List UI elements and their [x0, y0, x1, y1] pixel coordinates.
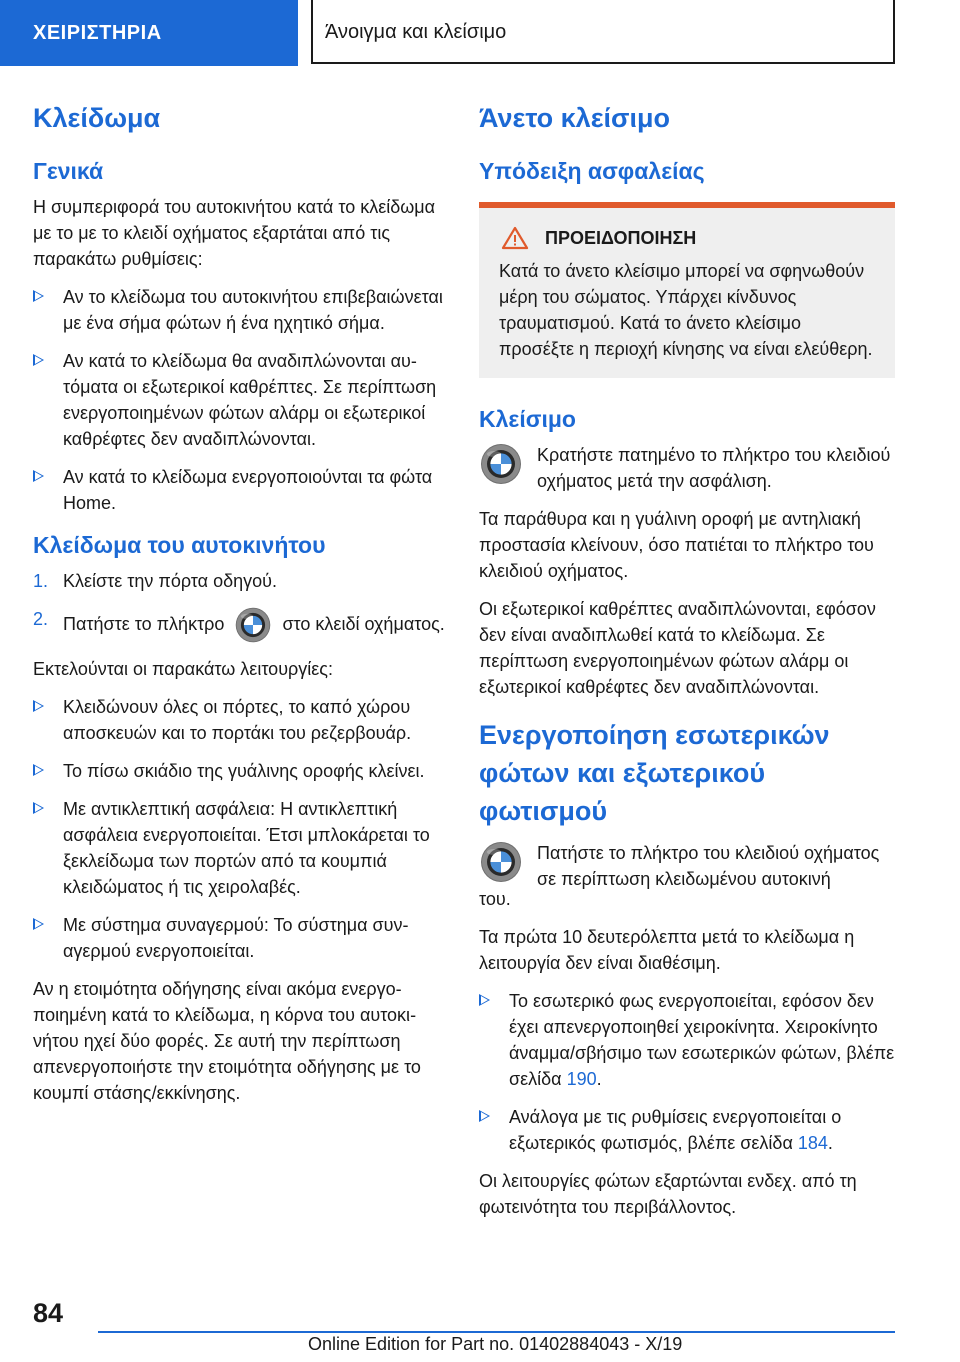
page-header: [0, 0, 960, 66]
page-link[interactable]: 190: [566, 1069, 597, 1089]
closing-heading: Κλείσιμο: [479, 406, 576, 432]
triangle-bullet-icon: [33, 700, 44, 712]
list-item: Αν το κλείδωμα του αυτοκινήτου επιβεβαιώνεται με ένα σήμα φώτων ή ένα ηχητικό σήμα.: [33, 284, 449, 336]
lights-key-instruction: Πατήστε το πλήκτρο του κλειδιού οχήματος σε περίπτωση κλειδωμένου αυτοκινή: [479, 840, 895, 892]
lights-title: Ενεργοποίηση εσωτερικών φώτων και εξωτερικού φωτισμού: [479, 720, 830, 826]
list-item: Ανάλογα με τις ρυθμίσεις ενεργοποιείται ο εξωτερικός φωτισμός, βλέπε σελίδα 184.: [479, 1104, 895, 1156]
triangle-bullet-icon: [33, 802, 44, 814]
footer-divider: [98, 1331, 895, 1333]
list-item: Το πίσω σκιάδιο της γυάλινης οροφής κλείνει.: [33, 758, 449, 784]
step-item: 2. Πατήστε το πλήκτρο στο κλειδί οχήματος.: [33, 606, 449, 644]
triangle-bullet-icon: [33, 918, 44, 930]
list-item: Κλειδώνουν όλες οι πόρτες, το καπό χώρου αποσκευών και το πορτάκι του ρεζερβουάρ.: [33, 694, 449, 746]
triangle-bullet-icon: [479, 1110, 490, 1122]
closing-paragraph: Αν η ετοιμότητα οδήγησης είναι ακόμα ενεργοποιημένη κατά το κλείδωμα, η κόρνα του αυτοκινήτου ηχεί δύο φορές. Σε αυτή την περίπτωση απενεργοποιήστε την ετοιμότητα οδήγησης με το κουμπί στάσης/εκκίνησης.: [33, 979, 421, 1103]
closing-key-instruction: Κρατήστε πατημένο το πλήκτρο του κλειδιού οχήματος μετά την ασφάλιση.: [479, 442, 895, 494]
functions-intro: Εκτελούνται οι παρακάτω λειτουργίες:: [33, 659, 333, 679]
lights-paragraph-1: Τα πρώτα 10 δευτερόλεπτα μετά το κλείδωμα η λειτουργία δεν είναι διαθέσιμη.: [479, 927, 855, 973]
warning-triangle-icon: [501, 226, 529, 250]
key-lock-button-icon: [234, 606, 272, 644]
step-number: 1.: [33, 571, 49, 591]
page-link[interactable]: 184: [797, 1133, 828, 1153]
triangle-bullet-icon: [33, 470, 44, 482]
lights-list: [479, 988, 895, 1156]
general-list: [33, 284, 449, 516]
general-heading: Γενικά: [33, 158, 104, 184]
edition-note: Online Edition for Part no. 01402884043 - X/19: [308, 1334, 683, 1354]
key-button-icon: [479, 442, 523, 486]
triangle-bullet-icon: [33, 290, 44, 302]
general-intro: Η συμπεριφορά του αυτοκινήτου κατά το κλείδωμα με το με το κλειδί οχήματος εξαρτάται από τις παρακάτω ρυθμίσεις:: [33, 197, 436, 269]
lights-paragraph-2: Οι λειτουργίες φώτων εξαρτώνται ενδεχ. από τη φωτεινότητα του περιβάλλοντος.: [479, 1171, 857, 1217]
warning-title: ΠΡΟΕΙΔΟΠΟΙΗΣΗ: [499, 226, 875, 250]
list-item: Αν κατά το κλείδωμα ενεργοποιούνται τα φώτα Home.: [33, 464, 449, 516]
triangle-bullet-icon: [479, 994, 490, 1006]
list-item: Με σύστημα συναγερμού: Το σύστημα συναγερμού ενεργοποιείται.: [33, 912, 449, 964]
step-item: 1. Κλείστε την πόρτα οδηγού.: [33, 568, 449, 594]
step-number: 2.: [33, 609, 49, 629]
list-item: Με αντικλεπτική ασφάλεια: Η αντικλεπτική ασφάλεια ενεργοποιείται. Έτσι μπλοκάρεται το ξεκλείδωμα των πορτών από τα κουμπιά κλειδώματος ή τις χειρολαβές.: [33, 796, 449, 900]
comfort-closing-title: Άνετο κλείσιμο: [479, 103, 670, 133]
right-column: [479, 96, 895, 1232]
chapter-title: ΧΕΙΡΙΣΤΗΡΙΑ: [0, 0, 298, 66]
triangle-bullet-icon: [33, 354, 44, 366]
lock-steps: [33, 568, 449, 644]
closing-paragraph-2: Οι εξωτερικοί καθρέπτες αναδιπλώνονται, εφόσον δεν είναι αναδιπλωθεί κατά το κλείδωμα. Σε περίπτωση ενεργοποιημένων φώτων αλάρμ οι εξωτερικοί καθρέφτες δεν αναδιπλώνονται.: [479, 599, 876, 697]
left-column: [33, 96, 449, 1118]
warning-text: Κατά το άνετο κλείσιμο μπορεί να σφηνωθούν μέρη του σώματος. Υπάρχει κίνδυνος τραυματισμού. Κατά το άνετο κλείσιμο προσέξτε η περιοχή κίνησης να είναι ελεύθερη.: [499, 261, 873, 359]
lock-vehicle-heading: Κλείδωμα του αυτοκινήτου: [33, 532, 326, 558]
section-title: Άνοιγμα και κλείσιμο: [311, 0, 895, 64]
triangle-bullet-icon: [33, 764, 44, 776]
functions-list: [33, 694, 449, 964]
safety-heading: Υπόδειξη ασφαλείας: [479, 158, 705, 184]
list-item: Το εσωτερικό φως ενεργοποιείται, εφόσον δεν έχει απενεργοποιηθεί χειροκίνητα. Χειροκίνητο άναμμα/σβήσιμο των εσωτερικών φώτων, βλέπε σελίδα 190.: [479, 988, 895, 1092]
page-number: 84: [33, 1298, 64, 1328]
warning-box: [479, 202, 895, 378]
list-item: Αν κατά το κλείδωμα θα αναδιπλώνονται αυτόματα οι εξωτερικοί καθρέπτες. Σε περίπτωση ενεργοποιημένων φώτων αλάρμ οι εξωτερικοί καθρέφτες δεν αναδιπλώνονται.: [33, 348, 449, 452]
lights-key-continuation: του.: [479, 889, 511, 909]
closing-paragraph-1: Τα παράθυρα και η γυάλινη οροφή με αντηλιακή προστασία κλείνουν, όσο πατιέται το πλήκτρο του κλειδιού οχήματος.: [479, 509, 874, 581]
locking-title: Κλείδωμα: [33, 103, 161, 133]
key-button-icon: [479, 840, 523, 884]
